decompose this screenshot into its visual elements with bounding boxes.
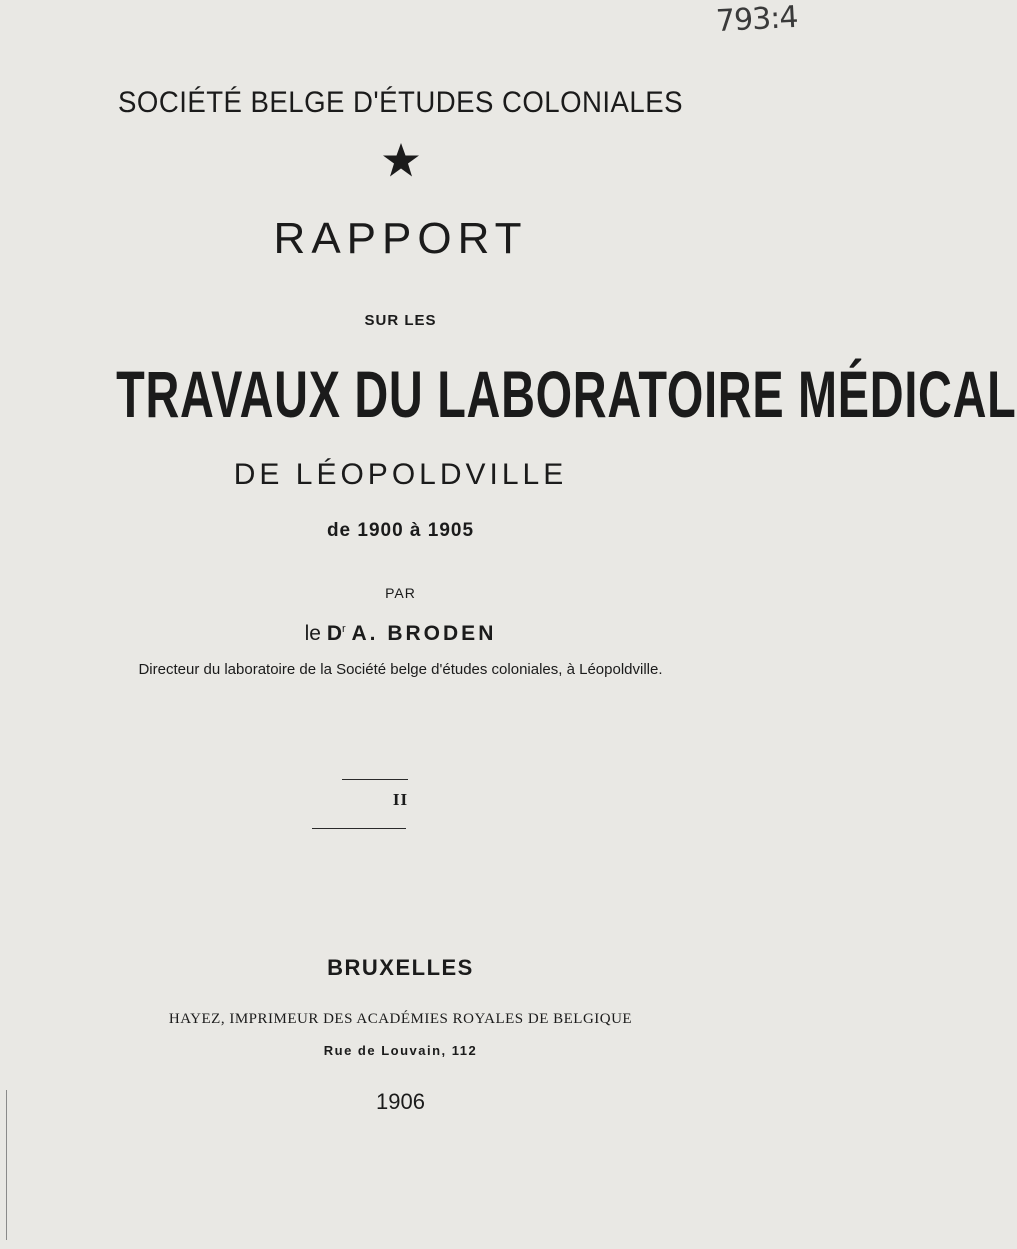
par-label: PAR [385,585,416,601]
volume-number: II [392,790,409,809]
handwritten-catalog-number: 793:4 [714,0,798,40]
printer-line: HAYEZ, IMPRIMEUR DES ACADÉMIES ROYALES DE BELGIQUE [168,1011,633,1027]
printer-address: Rue de Louvain, 112 [323,1043,478,1058]
publication-city: BRUXELLES [327,955,474,980]
report-subject-title: TRAVAUX DU LABORATOIRE MÉDICAL [116,357,1017,431]
star-icon [0,140,801,185]
bottom-divider [312,828,406,829]
author-name: A. BRODEN [351,622,497,645]
top-divider [342,779,408,780]
author-line [0,622,801,646]
star-icon-graphic [381,140,421,180]
report-heading: RAPPORT [273,214,528,263]
place-name: DE LÉOPOLDVILLE [233,458,568,491]
author-title: $D^r$ [326,622,346,645]
publication-year: 1906 [376,1089,425,1114]
author-prefix: le [304,622,321,645]
author-affiliation: Directeur du laboratoire de la Société belge d'études coloniales, à Léopoldville. [138,661,663,678]
society-name: SOCIÉTÉ BELGE D'ÉTUDES COLONIALES [118,86,683,119]
date-range: de 1900 à 1905 [326,520,475,541]
sur-les-label: SUR LES [364,312,437,329]
page-edge-mark [6,1090,7,1240]
